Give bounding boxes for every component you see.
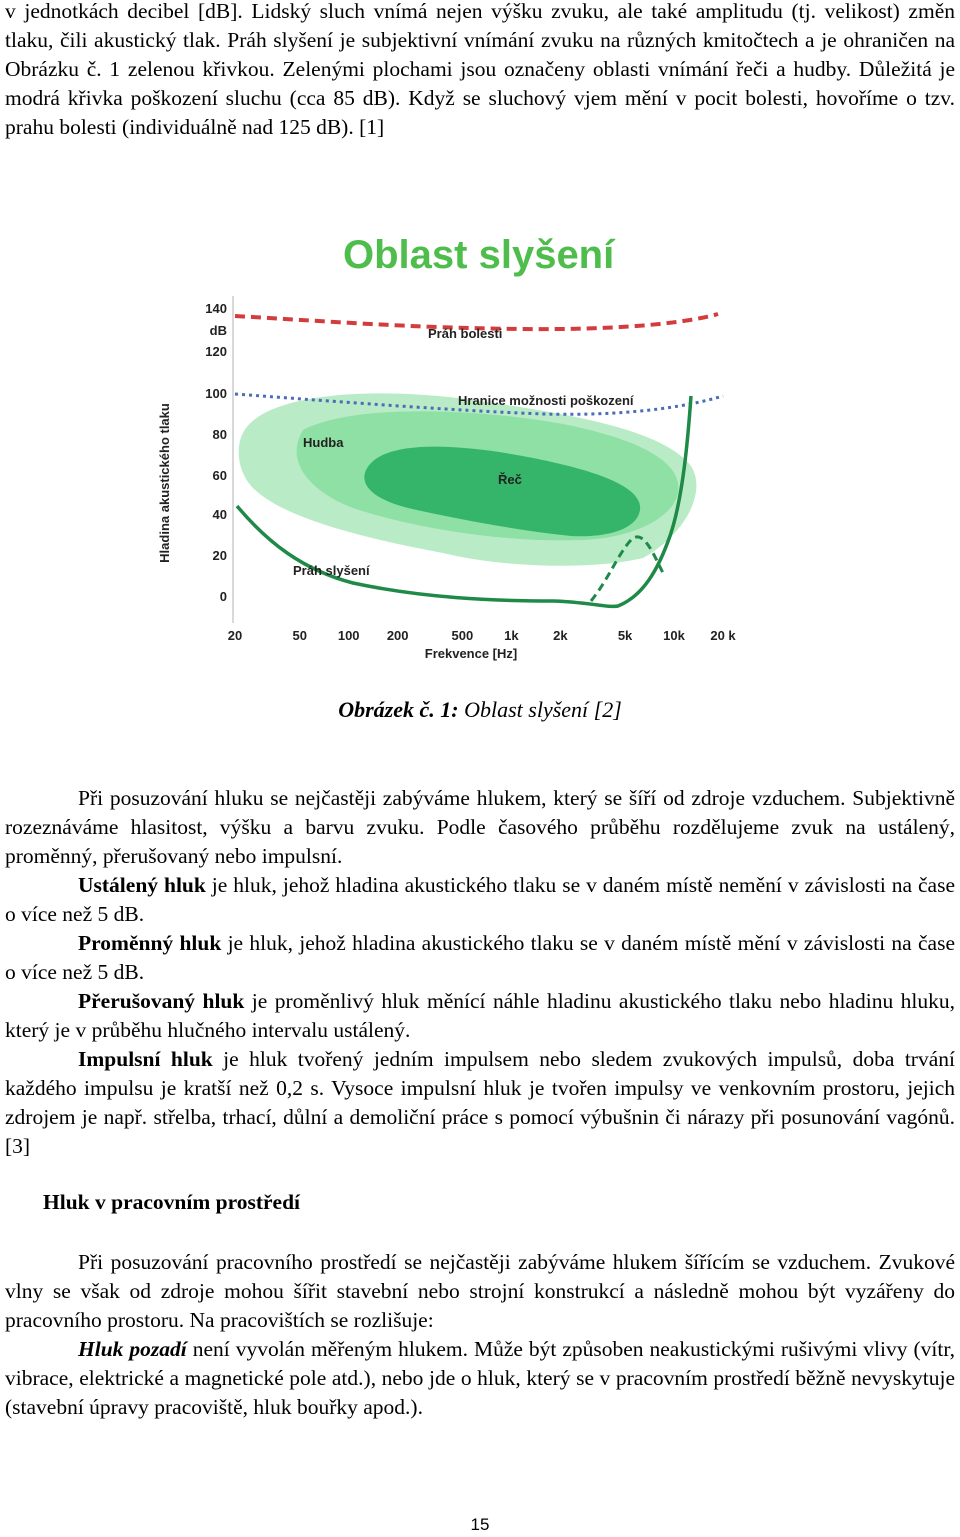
figure-caption xyxy=(0,697,960,723)
x-tick-label: 50 xyxy=(292,628,307,643)
caption-prefix: Obrázek č. 1: xyxy=(338,697,459,722)
page-number: 15 xyxy=(470,1515,490,1534)
y-tick-label: 120 xyxy=(205,344,227,359)
x-tick-label: 2k xyxy=(553,628,568,643)
x-tick-label: 1k xyxy=(504,628,519,643)
caption-text: Oblast slyšení [2] xyxy=(458,697,622,722)
speech-label: Řeč xyxy=(498,472,522,487)
x-tick-label: 200 xyxy=(386,628,409,643)
paragraph-background-noise: Hluk pozadí není vyvolán měřeným hlukem. Může být způsoben neakustickými rušivými vlivy (vítr, vibrace, elektrické a magnetické pole atd.), nebo jde o hluk, který se v pracovním prostředí běžně nevyskytuje (stavební úpravy pracoviště, hluk bouřky apod.). xyxy=(5,1337,956,1419)
x-tick-label: 500 xyxy=(451,628,474,643)
hearing-area-chart xyxy=(143,218,840,670)
paragraph-steady-noise: Ustálený hluk je hluk, jehož hladina akustického tlaku se v daném místě nemění v závislosti na čase o více než 5 dB. xyxy=(5,873,956,926)
y-tick-label: 60 xyxy=(212,468,227,483)
y-axis-label: Hladina akustického tlaku xyxy=(157,403,172,563)
x-tick-label: 10k xyxy=(663,628,685,643)
term-steady-noise: Ustálený hluk xyxy=(78,873,206,897)
hearing-threshold-label: Práh slyšení xyxy=(293,563,370,578)
paragraph-noise-assessment: Při posuzování hluku se nejčastěji zabýváme hlukem, který se šíří od zdroje vzduchem. Subjektivně rozeznáváme hlasitost, výšku a barvu zvuku. Podle časového průběhu rozdělujeme zvuk na ustálený, proměnný, přerušovaný nebo impulsní. xyxy=(5,786,955,868)
y-tick-label: 20 xyxy=(212,548,227,563)
term-intermittent-noise: Přerušovaný hluk xyxy=(78,989,245,1013)
pain-threshold-label: Práh bolesti xyxy=(428,326,503,341)
hearing-area-figure xyxy=(143,218,840,670)
damage-threshold-label: Hranice možnosti poškození xyxy=(458,393,634,408)
y-tick-label: 140 xyxy=(205,301,227,316)
y-tick-label: 40 xyxy=(212,507,227,522)
x-tick-label: 100 xyxy=(337,628,360,643)
term-background-noise: Hluk pozadí xyxy=(78,1337,187,1361)
paragraph-intermittent-noise: Přerušovaný hluk je proměnlivý hluk měnící náhle hladinu akustického tlaku nebo hladinu hluku, který je v průběhu hlučného intervalu ustálený. xyxy=(5,989,955,1042)
x-tick-label: 20 xyxy=(227,628,243,643)
y-tick-label: 80 xyxy=(212,427,227,442)
paragraph-variable-noise: Proměnný hluk je hluk, jehož hladina akustického tlaku se v daném místě mění v závislosti na čase o více než 5 dB. xyxy=(5,931,955,984)
intro-text: v jednotkách decibel [dB]. Lidský sluch vnímá nejen výšku zvuku, ale také amplitudu (tj. velikost) změn tlaku, čili akustický tlak. Práh slyšení je subjektivní vnímání zvuku na různých kmitočtech a je ohraničen na Obrázku č. 1 zelenou křivkou. Zelenými plochami jsou označeny oblasti vnímání řeči a hudby. xyxy=(5,0,955,81)
music-label: Hudba xyxy=(303,435,344,450)
y-tick-label: 0 xyxy=(219,589,227,604)
intro-paragraph xyxy=(5,0,955,142)
y-tick-unit: dB xyxy=(209,323,227,338)
section-heading: Hluk v pracovním prostředí xyxy=(43,1190,301,1214)
paragraph-impulse-noise: Impulsní hluk je hluk tvořený jedním impulsem nebo sledem zvukových impulsů, doba trvání každého impulsu je kratší než 0,2 s. Vysoce impulsní hluk je tvořen impulsy ve venkovním prostoru, jejich zdrojem je např. střelba, trhací, důlní a demoliční práce s pomocí výbušnin či nárazy při posunování vagónů. [3] xyxy=(5,1047,955,1158)
term-variable-noise: Proměnný hluk xyxy=(78,931,222,955)
x-axis-label: Frekvence [Hz] xyxy=(424,646,518,661)
intro-text-damage: Důležitá je modrá křivka poškození sluchu (cca 85 dB). Když se sluchový vjem mění v pocit bolesti, hovoříme o tzv. prahu bolesti (individuálně nad 125 dB). [1] xyxy=(5,57,955,139)
x-tick-label: 20 k xyxy=(710,628,736,643)
figure-title: Oblast slyšení xyxy=(343,233,615,277)
term-impulse-noise: Impulsní hluk xyxy=(78,1047,213,1071)
paragraph-workplace: Při posuzování pracovního prostředí se nejčastěji zabýváme hlukem šířícím se vzduchem. Zvukové vlny se však od zdroje mohou šířit stavební nebo strojní konstrukcí a následně mohou být vyzářeny do pracovního prostoru. Na pracovištích se rozlišuje: xyxy=(5,1250,955,1332)
y-tick-label: 100 xyxy=(205,386,227,401)
x-tick-label: 5k xyxy=(617,628,633,643)
